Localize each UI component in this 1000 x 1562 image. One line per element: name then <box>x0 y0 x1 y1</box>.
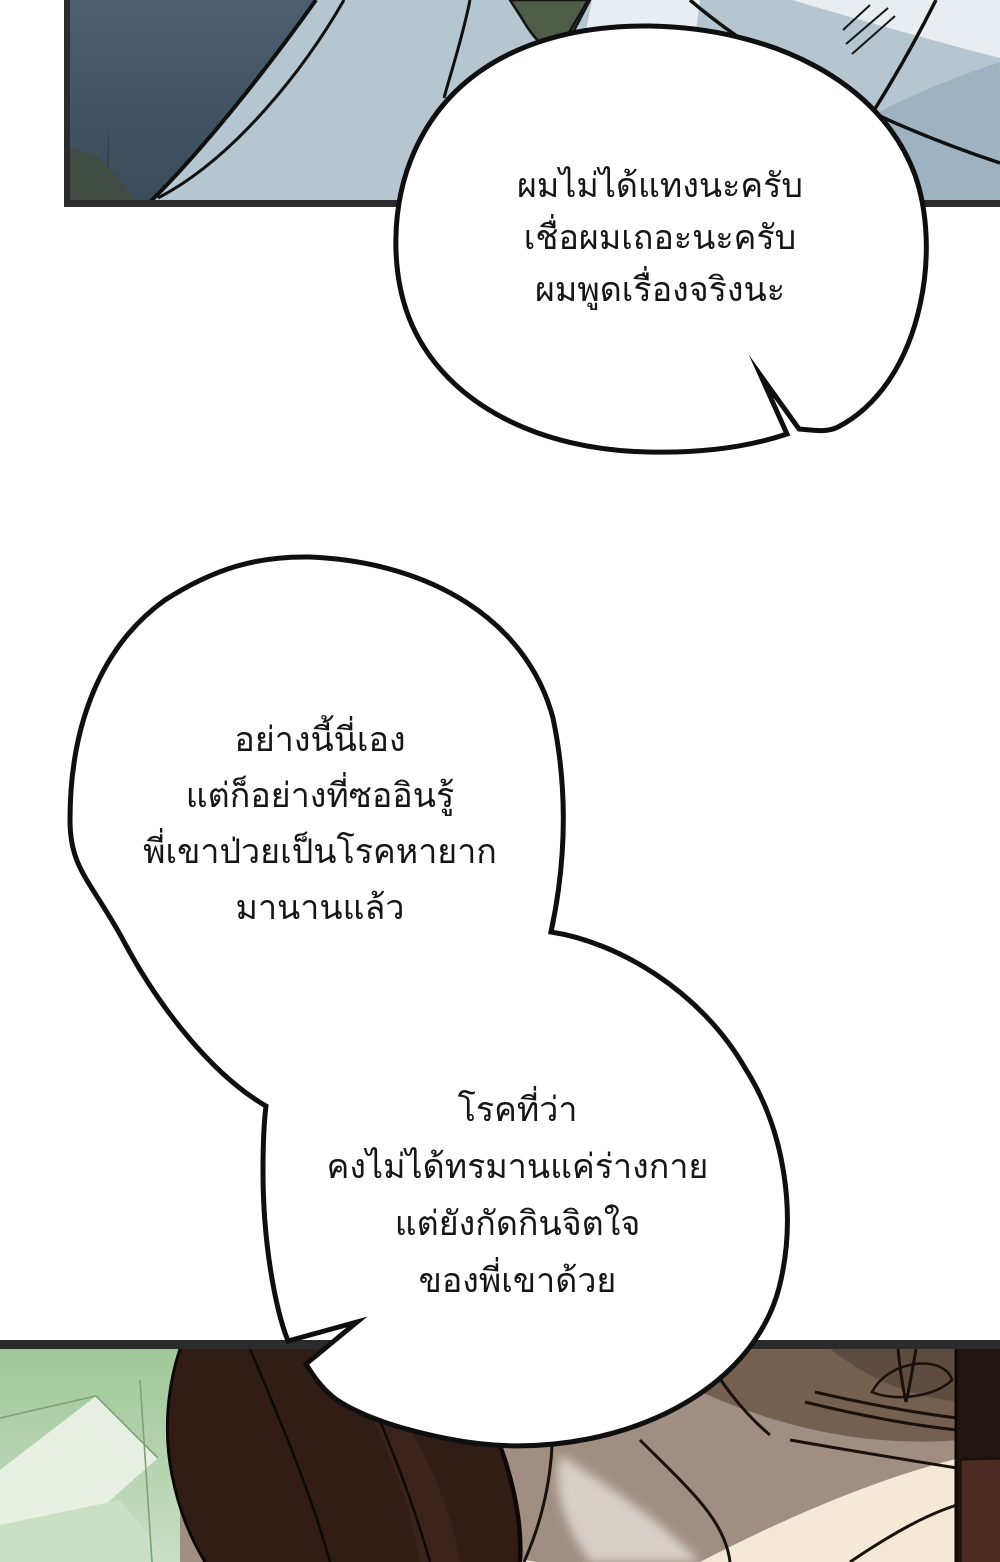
dialogue-line: โรคที่ว่า <box>457 1091 578 1129</box>
dialogue-line: มานานแล้ว <box>235 889 405 927</box>
speech-bubble-text-bottom <box>290 1082 745 1310</box>
dialogue-line: พี่เขาป่วยเป็นโรคหายาก <box>143 833 497 871</box>
speech-bubble-text-top <box>440 160 880 316</box>
dialogue-line: แต่ยังกัดกินจิตใจ <box>394 1205 641 1243</box>
speech-bubble-merged <box>70 557 787 1446</box>
dialogue-line: อย่างนี้นี่เอง <box>234 721 406 759</box>
dialogue-line: ของพี่เขาด้วย <box>418 1262 617 1300</box>
dialogue-line: ผมไม่ได้แทงนะครับ <box>516 167 804 205</box>
dialogue-line: คงไม่ได้ทรมานแค่ร่างกาย <box>326 1148 709 1186</box>
dialogue-line: เชื่อผมเถอะนะครับ <box>523 219 797 257</box>
dialogue-line: แต่ก็อย่างที่ซออินรู้ <box>185 777 455 815</box>
dialogue-line: ผมพูดเรื่องจริงนะ <box>534 271 786 309</box>
speech-bubble-text-middle <box>95 712 545 936</box>
